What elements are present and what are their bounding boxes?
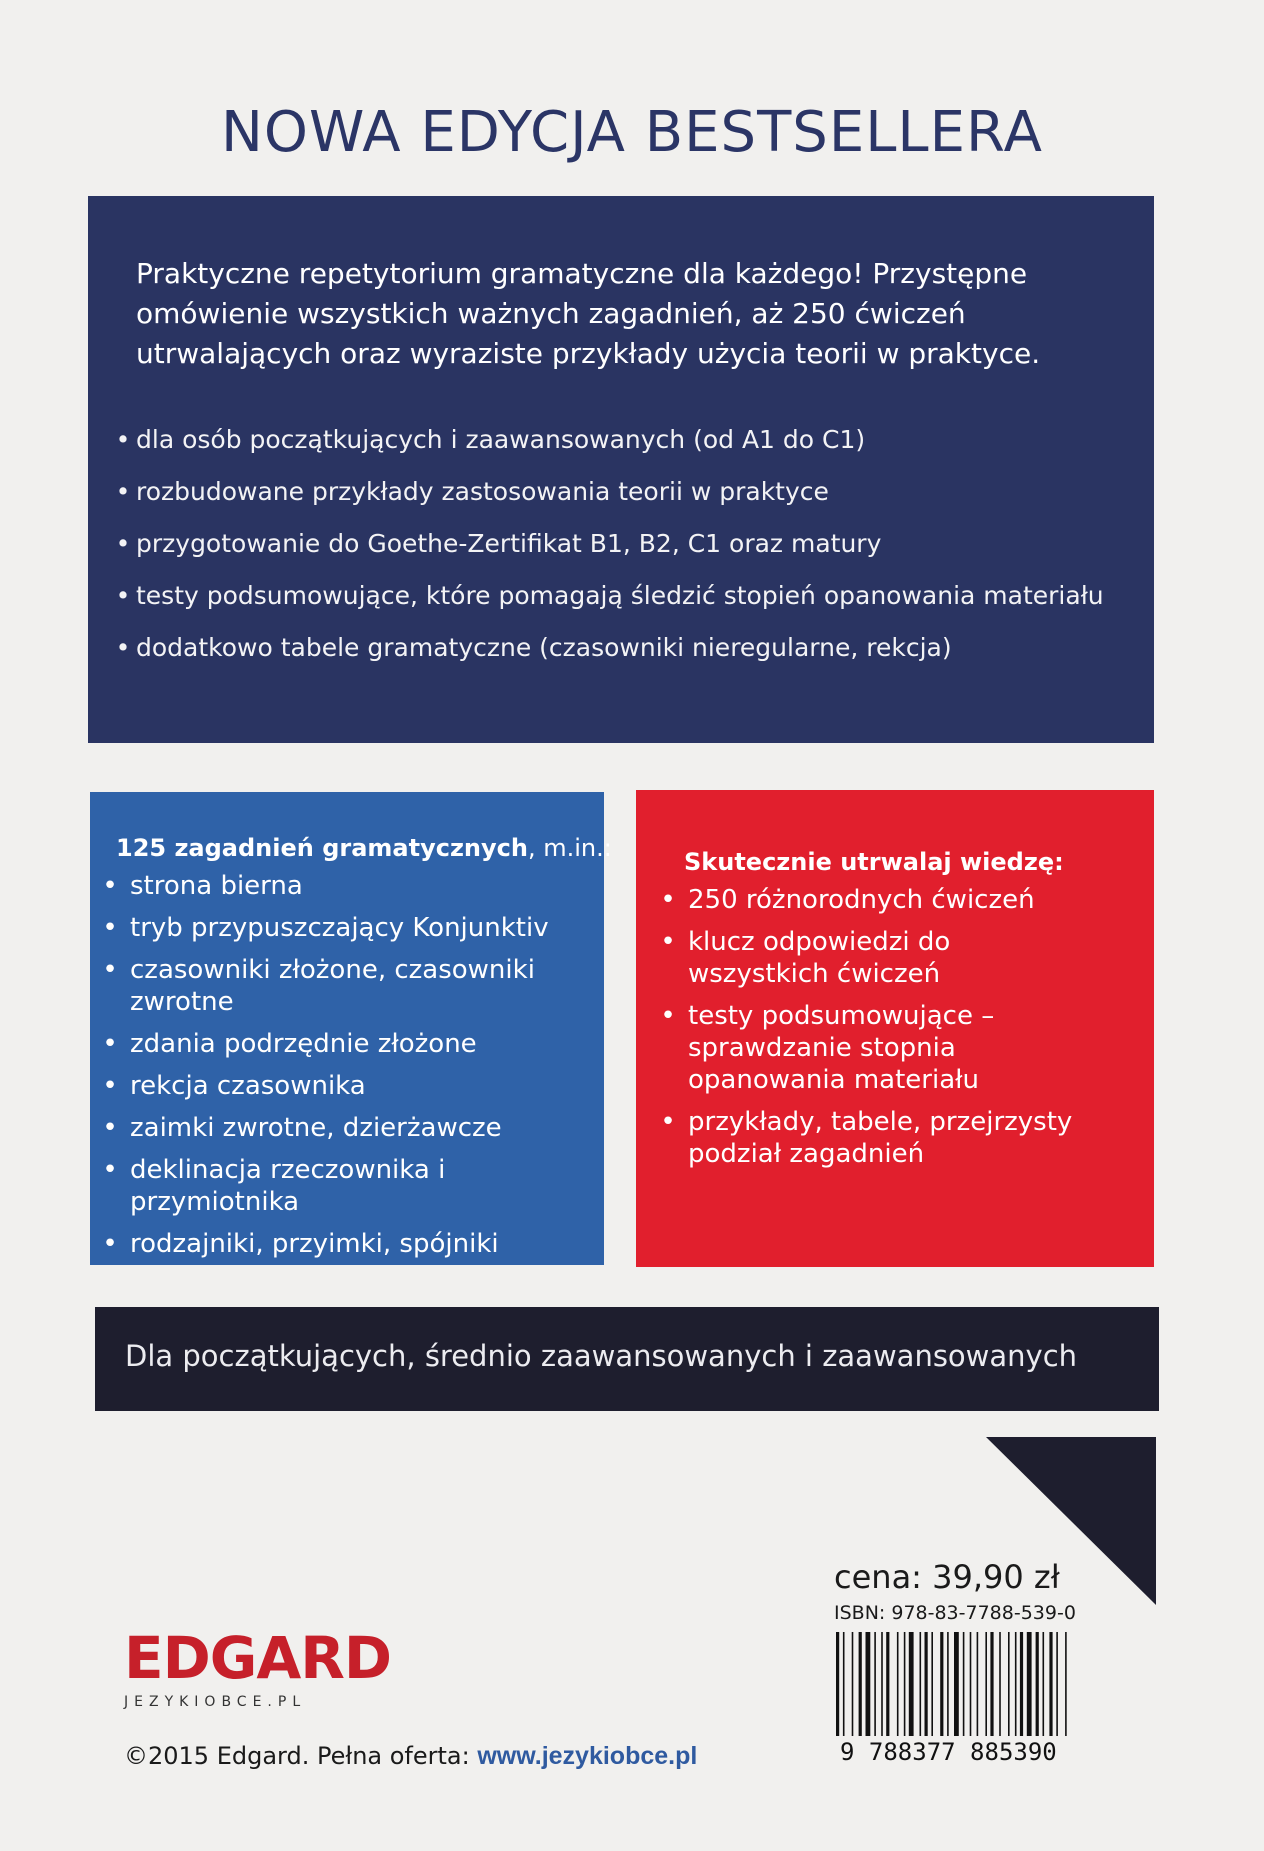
bullet-icon: • <box>660 1107 676 1137</box>
feature-item <box>110 466 1104 518</box>
barcode-bar <box>990 1632 993 1736</box>
bullet-icon: • <box>115 425 131 454</box>
feature-item <box>110 518 1104 570</box>
practice-text: przykłady, tabele, przejrzysty podział zagadnień <box>688 1107 1073 1169</box>
topic-item <box>100 1228 570 1260</box>
level-band <box>95 1307 1159 1411</box>
bullet-icon: • <box>115 477 131 506</box>
feature-text: rozbudowane przykłady zastosowania teorii w praktyce <box>136 477 829 506</box>
barcode-bar <box>1056 1632 1058 1736</box>
practice-heading <box>684 846 1064 878</box>
bullet-icon: • <box>102 913 118 943</box>
feature-text: przygotowanie do Goethe-Zertifikat B1, B2, C1 oraz matury <box>136 529 882 558</box>
barcode-digits: 9 788377 885390 <box>840 1738 1057 1766</box>
barcode-bar <box>1043 1632 1045 1736</box>
feature-item <box>110 414 1104 466</box>
isbn: ISBN: 978-83-7788-539-0 <box>834 1602 1076 1624</box>
topic-item <box>100 1154 570 1218</box>
practice-item <box>658 884 1078 916</box>
barcode-bar <box>1008 1632 1010 1736</box>
bullet-icon: • <box>102 1029 118 1059</box>
footer <box>124 1742 697 1771</box>
topic-item <box>100 954 570 1018</box>
publisher-logo: EDGARD <box>124 1624 392 1692</box>
practice-item <box>658 926 1078 990</box>
topic-item <box>100 912 570 944</box>
feature-text: dodatkowo tabele gramatyczne (czasowniki nieregularne, rekcja) <box>136 633 952 662</box>
topic-text: czasowniki złożone, czasowniki zwrotne <box>130 955 535 1017</box>
barcode-bar <box>1027 1632 1032 1736</box>
barcode-bar <box>954 1632 959 1736</box>
practice-list <box>658 884 1078 1180</box>
topic-text: strona bierna <box>130 871 303 901</box>
barcode-bar <box>999 1632 1001 1736</box>
barcode-bar <box>985 1632 987 1736</box>
topic-item <box>100 1112 570 1144</box>
topics-heading-rest: , m.in.: <box>527 834 612 862</box>
bullet-icon: • <box>102 1071 118 1101</box>
feature-text: dla osób początkujących i zaawansowanych (od A1 do C1) <box>136 425 866 454</box>
bullet-icon: • <box>660 1001 676 1031</box>
practice-text: klucz odpowiedzi do wszystkich ćwiczeń <box>688 927 951 989</box>
barcode-bar <box>886 1632 889 1736</box>
bullet-icon: • <box>660 927 676 957</box>
barcode-bar <box>977 1632 979 1736</box>
barcode-bar <box>920 1632 922 1736</box>
barcode-bar <box>963 1632 965 1736</box>
topic-text: rekcja czasownika <box>130 1071 366 1101</box>
barcode-bar <box>874 1632 876 1736</box>
practice-item <box>658 1106 1078 1170</box>
barcode-bar <box>859 1632 862 1736</box>
barcode-icon <box>834 1632 1088 1736</box>
barcode-bar <box>843 1632 845 1736</box>
level-band-text: Dla początkujących, średnio zaawansowanych i zaawansowanych <box>125 1339 1078 1373</box>
intro-text: Praktyczne repetytorium gramatyczne dla każdego! Przystępne omówienie wszystkich ważnych zagadnień, aż 250 ćwiczeń utrwalających oraz wyraziste przykłady użycia teorii w praktyce. <box>136 257 1041 370</box>
bullet-icon: • <box>115 581 131 610</box>
barcode-bar <box>1049 1632 1052 1736</box>
practice-heading-bold: Skutecznie utrwalaj wiedzę: <box>684 848 1064 876</box>
barcode-bar <box>881 1632 883 1736</box>
bullet-icon: • <box>115 633 131 662</box>
bullet-icon: • <box>102 1113 118 1143</box>
topics-list <box>100 870 570 1270</box>
footer-copyright: ©2015 Edgard. Pełna oferta: <box>124 1742 470 1770</box>
barcode-bar <box>970 1632 972 1736</box>
barcode-bar <box>866 1632 871 1736</box>
feature-item <box>110 570 1104 622</box>
barcode-bar <box>852 1632 854 1736</box>
features-list <box>110 414 1104 674</box>
barcode-bar <box>1015 1632 1017 1736</box>
barcode-bar <box>931 1632 933 1736</box>
barcode-bar <box>909 1632 914 1736</box>
topic-item <box>100 1028 570 1060</box>
feature-text: testy podsumowujące, które pomagają śledzić stopień opanowania materiału <box>136 581 1104 610</box>
barcode-bar <box>1020 1632 1023 1736</box>
barcode-bar <box>836 1632 839 1736</box>
headline: NOWA EDYCJA BESTSELLERA <box>221 100 1043 165</box>
bullet-icon: • <box>660 885 676 915</box>
intro-panel <box>88 196 1154 743</box>
bullet-icon: • <box>102 1229 118 1259</box>
bullet-icon: • <box>102 871 118 901</box>
barcode-bar <box>1036 1632 1039 1736</box>
topic-text: deklinacja rzeczownika i przymiotnika <box>130 1155 446 1217</box>
topic-text: zdania podrzędnie złożone <box>130 1029 477 1059</box>
barcode-bar <box>1065 1632 1067 1736</box>
practice-panel <box>636 790 1154 1267</box>
footer-url-link[interactable]: www.jezykiobce.pl <box>477 1742 698 1770</box>
topics-heading <box>116 832 612 864</box>
topic-item <box>100 1070 570 1102</box>
topics-heading-bold: 125 zagadnień gramatycznych <box>116 834 528 862</box>
topic-text: tryb przypuszczający Konjunktiv <box>130 913 549 943</box>
barcode-bar <box>897 1632 899 1736</box>
topic-item <box>100 870 570 902</box>
topic-text: zaimki zwrotne, dzierżawcze <box>130 1113 502 1143</box>
practice-item <box>658 1000 1078 1096</box>
practice-text: 250 różnorodnych ćwiczeń <box>688 885 1035 915</box>
topic-text: rodzajniki, przyimki, spójniki <box>130 1229 499 1259</box>
barcode-bar <box>940 1632 943 1736</box>
bullet-icon: • <box>102 955 118 985</box>
practice-text: testy podsumowujące – sprawdzanie stopnia opanowania materiału <box>688 1001 995 1095</box>
feature-item <box>110 622 1104 674</box>
barcode-bar <box>904 1632 906 1736</box>
bullet-icon: • <box>115 529 131 558</box>
price: cena: 39,90 zł <box>834 1558 1060 1596</box>
bullet-icon: • <box>102 1155 118 1185</box>
barcode-bar <box>947 1632 949 1736</box>
publisher-logo-sub: JEZYKIOBCE.PL <box>124 1694 307 1710</box>
topics-panel <box>90 792 612 1265</box>
barcode-bar <box>925 1632 928 1736</box>
